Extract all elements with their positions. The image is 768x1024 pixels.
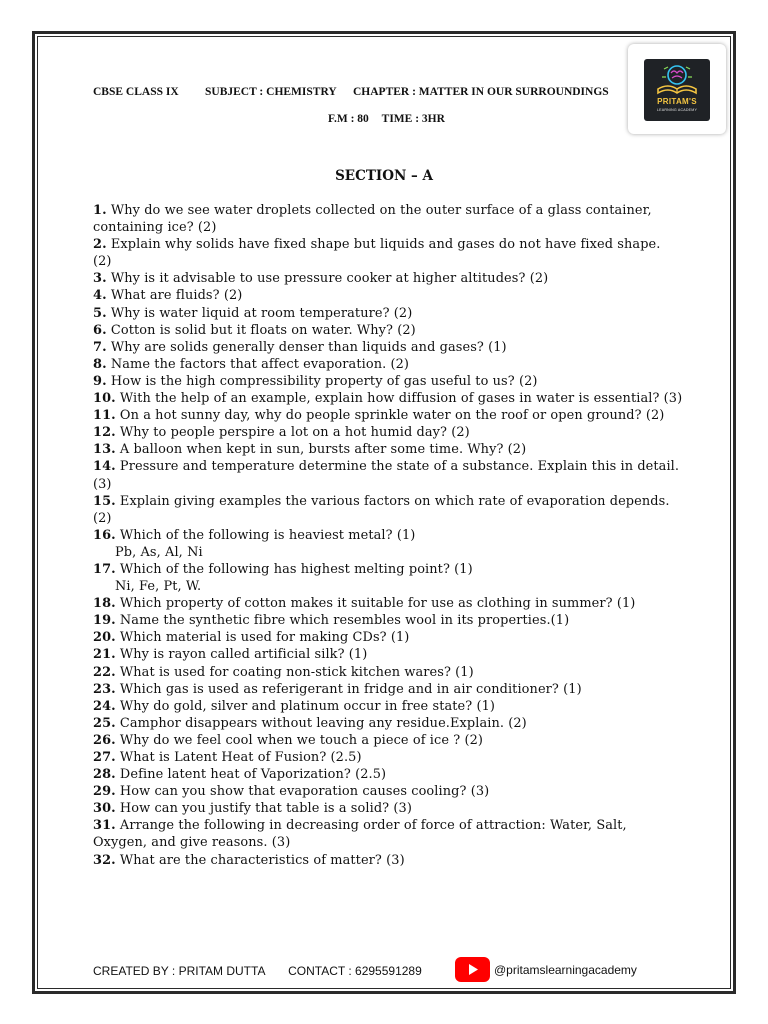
time-label: TIME : 3HR: [381, 113, 445, 125]
youtube-play-icon[interactable]: [455, 957, 490, 982]
question-number: 7.: [93, 339, 107, 355]
question-number: 23.: [93, 681, 116, 697]
contact-label: CONTACT : 6295591289: [288, 964, 422, 978]
logo-emblem: [644, 59, 710, 121]
question-item: [93, 681, 683, 698]
question-text: Name the synthetic fibre which resembles wool in its properties.(1): [115, 613, 570, 629]
question-text: Why do gold, silver and platinum occur in free state? (1): [115, 698, 496, 714]
question-text: How can you show that evaporation causes cooling? (3): [115, 784, 490, 800]
question-number: 4.: [93, 288, 107, 304]
question-text: On a hot sunny day, why do people sprinkle water on the roof or open ground? (2): [115, 408, 665, 424]
question-number: 14.: [93, 459, 116, 475]
question-item: [93, 287, 683, 304]
question-item: [93, 715, 683, 732]
question-text: Cotton is solid but it floats on water. Why? (2): [106, 322, 416, 338]
chapter-label: CHAPTER : MATTER IN OUR SURROUNDINGS: [353, 86, 609, 98]
question-number: 26.: [93, 732, 116, 748]
question-item: [93, 339, 683, 356]
question-item: [93, 749, 683, 766]
question-item: [93, 390, 683, 407]
question-number: 8.: [93, 356, 107, 372]
question-item: [93, 424, 683, 441]
question-text: Which gas is used as referigerant in fridge and in air conditioner? (1): [115, 681, 582, 697]
question-text: What is Latent Heat of Fusion? (2.5): [115, 750, 362, 765]
exam-header: [93, 86, 609, 98]
question-text: Which of the following has highest melting point? (1): [115, 561, 473, 577]
question-options: Ni, Fe, Pt, W.: [115, 579, 202, 595]
question-item: [93, 664, 683, 681]
question-item: [93, 202, 683, 236]
question-text: What is used for coating non-stick kitchen wares? (1): [115, 664, 474, 680]
question-text: A balloon when kept in sun, bursts after some time. Why? (2): [115, 442, 527, 458]
section-title: SECTION – A: [335, 168, 433, 184]
question-number: 9.: [93, 373, 107, 389]
question-item: [93, 800, 683, 817]
question-text: Why do we see water droplets collected on the outer surface of a glass container, containing ice? (2): [93, 203, 652, 236]
question-item: [93, 493, 683, 527]
created-by-label: CREATED BY : PRITAM DUTTA: [93, 964, 265, 978]
question-item: [93, 373, 683, 390]
question-number: 25.: [93, 715, 116, 731]
question-item: [93, 322, 683, 339]
question-text: Which material is used for making CDs? (1): [115, 630, 410, 646]
question-text: Explain giving examples the various factors on which rate of evaporation depends. (2): [93, 493, 670, 526]
question-item: [93, 646, 683, 663]
question-item: [93, 236, 683, 270]
question-number: 29.: [93, 784, 116, 800]
question-text: Why is it advisable to use pressure cooker at higher altitudes? (2): [106, 271, 549, 287]
question-number: 20.: [93, 630, 116, 646]
question-number: 3.: [93, 271, 107, 287]
question-item: [93, 270, 683, 287]
question-number: 11.: [93, 408, 116, 424]
question-text: Why to people perspire a lot on a hot humid day? (2): [115, 425, 470, 441]
question-text: How is the high compressibility property of gas useful to us? (2): [106, 373, 538, 389]
question-number: 13.: [93, 442, 116, 458]
question-text: Why is water liquid at room temperature? (2): [106, 305, 413, 321]
question-number: 24.: [93, 698, 116, 714]
question-number: 16.: [93, 527, 116, 543]
question-item: [93, 817, 683, 851]
question-item: [93, 527, 683, 561]
question-number: 21.: [93, 647, 116, 663]
question-text: What are the characteristics of matter? (3): [115, 852, 405, 868]
question-item: [93, 441, 683, 458]
question-item: [93, 732, 683, 749]
question-text: Arrange the following in decreasing order of force of attraction: Water, Salt, Oxygen, and give reasons. (3): [93, 818, 627, 851]
marks-time-line: [328, 113, 445, 125]
question-text: Define latent heat of Vaporization? (2.5): [115, 767, 387, 783]
question-text: Name the factors that affect evaporation. (2): [106, 356, 410, 372]
question-text: Pressure and temperature determine the state of a substance. Explain this in detail. (3): [93, 459, 680, 492]
footer-credits: [93, 964, 422, 978]
question-number: 6.: [93, 322, 107, 338]
question-text: Camphor disappears without leaving any residue.Explain. (2): [115, 715, 527, 731]
question-number: 18.: [93, 596, 116, 612]
question-text: Why do we feel cool when we touch a piece of ice ? (2): [115, 732, 484, 748]
youtube-handle-link[interactable]: @pritamslearningacademy: [494, 963, 637, 977]
question-item: [93, 407, 683, 424]
question-number: 1.: [93, 203, 107, 218]
question-item: [93, 595, 683, 612]
question-number: 19.: [93, 613, 116, 629]
question-options: Pb, As, Al, Ni: [115, 544, 203, 560]
question-text: Why are solids generally denser than liquids and gases? (1): [106, 339, 507, 355]
question-list: [93, 202, 683, 869]
question-number: 28.: [93, 767, 116, 783]
question-text: With the help of an example, explain how diffusion of gases in water is essential? (3): [115, 391, 683, 407]
question-number: 22.: [93, 664, 116, 680]
logo-title: PRITAM'S: [657, 97, 697, 106]
question-item: [93, 458, 683, 492]
question-number: 10.: [93, 391, 116, 407]
question-item: [93, 783, 683, 800]
book-brain-icon: [644, 59, 710, 99]
question-item: [93, 356, 683, 373]
question-number: 32.: [93, 852, 116, 868]
question-text: What are fluids? (2): [106, 288, 243, 304]
question-number: 2.: [93, 237, 107, 253]
question-text: How can you justify that table is a solid? (3): [115, 801, 412, 817]
subject-label: SUBJECT : CHEMISTRY: [205, 86, 337, 98]
question-item: [93, 629, 683, 646]
question-number: 27.: [93, 750, 116, 765]
question-text: Why is rayon called artificial silk? (1): [115, 647, 368, 663]
question-item: [93, 305, 683, 322]
question-text: Which property of cotton makes it suitable for use as clothing in summer? (1): [115, 596, 636, 612]
question-number: 17.: [93, 561, 116, 577]
question-number: 31.: [93, 818, 116, 834]
question-item: [93, 698, 683, 715]
question-number: 15.: [93, 493, 116, 509]
question-number: 30.: [93, 801, 116, 817]
academy-logo: [628, 44, 726, 134]
question-item: [93, 852, 683, 869]
logo-subtitle: LEARNING ACADEMY: [656, 108, 698, 112]
question-number: 5.: [93, 305, 107, 321]
class-label: CBSE CLASS IX: [93, 86, 179, 98]
question-number: 12.: [93, 425, 116, 441]
question-text: Which of the following is heaviest metal? (1): [115, 527, 416, 543]
question-item: [93, 561, 683, 595]
full-marks-label: F.M : 80: [328, 113, 369, 125]
question-text: Explain why solids have fixed shape but liquids and gases do not have fixed shape. (2): [93, 237, 661, 270]
question-item: [93, 766, 683, 783]
question-item: [93, 612, 683, 629]
